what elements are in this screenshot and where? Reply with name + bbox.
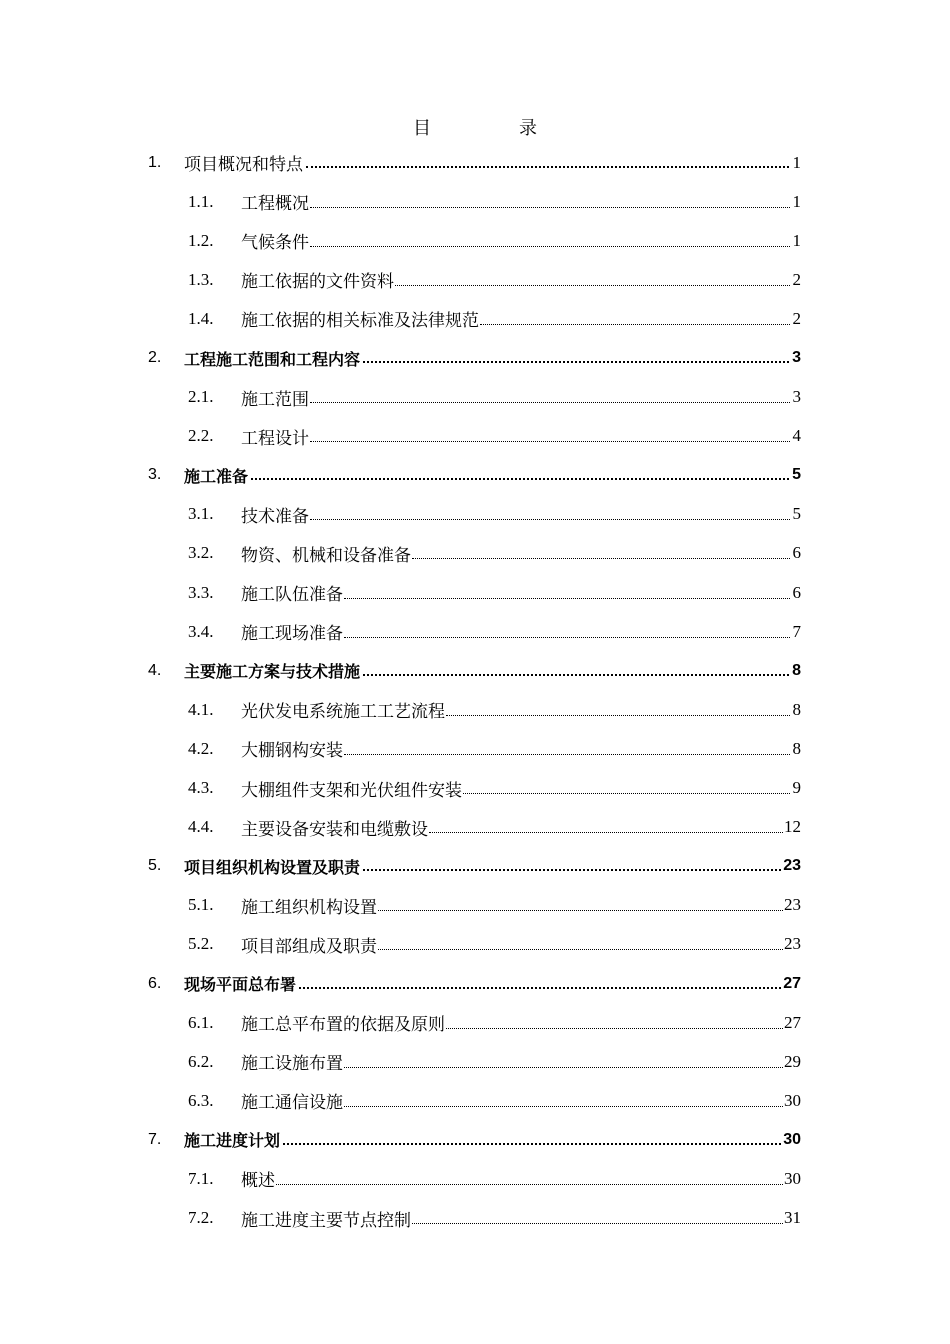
toc-entry-label: 主要设备安装和电缆敷设 <box>241 819 428 840</box>
toc-dot-leader <box>251 465 789 485</box>
toc-entry-subsection[interactable] <box>148 729 801 768</box>
toc-entry-section[interactable] <box>148 1120 801 1159</box>
toc-entry-subsection[interactable] <box>148 299 801 338</box>
toc-entry-subsection[interactable] <box>148 925 801 964</box>
toc-entry-page-number: 23 <box>784 895 801 915</box>
toc-entry-number: 6.1. <box>188 1012 214 1032</box>
toc-entry-page-number: 30 <box>784 1168 801 1188</box>
toc-entry-section[interactable] <box>148 338 801 377</box>
toc-entry-label: 项目组织机构设置及职责 <box>184 857 361 877</box>
toc-entry-page-number: 3 <box>792 349 801 367</box>
toc-entry-page-number: 8 <box>792 661 801 679</box>
toc-entry-subsection[interactable] <box>148 1159 801 1198</box>
toc-entry-number: 5.1. <box>188 895 214 915</box>
toc-entry-subsection[interactable] <box>148 1042 801 1081</box>
toc-entry-subsection[interactable] <box>148 1199 801 1238</box>
toc-entry-page-number: 30 <box>784 1090 801 1110</box>
toc-entry-label: 施工准备 <box>184 466 249 486</box>
toc-entry-page-number: 31 <box>784 1208 801 1228</box>
toc-entry-label: 施工进度主要节点控制 <box>241 1210 411 1231</box>
toc-entry-page-number: 8 <box>792 738 801 758</box>
toc-entry-subsection[interactable] <box>148 378 801 417</box>
toc-dot-leader <box>446 1013 783 1033</box>
toc-entry-subsection[interactable] <box>148 260 801 299</box>
toc-entry-label: 施工依据的相关标准及法律规范 <box>241 311 479 332</box>
toc-entry-label: 施工依据的文件资料 <box>241 272 394 293</box>
toc-dot-leader <box>310 192 790 212</box>
toc-entry-page-number: 30 <box>783 1130 801 1148</box>
toc-dot-leader <box>378 934 783 954</box>
toc-dot-leader <box>363 856 781 876</box>
toc-entry-page-number: 2 <box>792 308 801 328</box>
toc-dot-leader <box>310 504 790 524</box>
toc-dot-leader <box>429 817 783 837</box>
toc-entry-label: 项目概况和特点 <box>184 155 303 176</box>
toc-entry-page-number: 6 <box>792 543 801 563</box>
toc-dot-leader <box>446 700 790 720</box>
toc-entry-number: 2.1. <box>188 387 214 407</box>
toc-entry-page-number: 29 <box>784 1051 801 1071</box>
toc-entry-label: 施工设施布置 <box>241 1054 343 1075</box>
toc-entry-subsection[interactable] <box>148 573 801 612</box>
toc-dot-leader <box>283 1130 781 1150</box>
toc-entry-page-number: 23 <box>784 934 801 954</box>
toc-entry-number: 3.2. <box>188 543 214 563</box>
toc-entry-section[interactable] <box>148 964 801 1003</box>
toc-entry-number: 3.1. <box>188 504 214 524</box>
toc-entry-label: 工程施工范围和工程内容 <box>184 349 361 369</box>
toc-entry-number: 6. <box>148 974 162 992</box>
toc-title-left: 目 <box>413 118 431 139</box>
toc-entry-number: 2. <box>148 349 162 367</box>
toc-dot-leader <box>363 348 789 368</box>
toc-entry-subsection[interactable] <box>148 769 801 808</box>
toc-dot-leader <box>463 778 790 798</box>
toc-entry-page-number: 8 <box>792 699 801 719</box>
toc-entry-subsection[interactable] <box>148 612 801 651</box>
toc-dot-leader <box>299 974 781 994</box>
toc-entry-label: 工程概况 <box>241 194 309 215</box>
toc-dot-leader <box>412 543 790 563</box>
toc-dot-leader <box>310 426 790 446</box>
toc-entry-page-number: 5 <box>792 504 801 524</box>
toc-entry-number: 4.1. <box>188 699 214 719</box>
toc-entry-label: 施工总平布置的依据及原则 <box>241 1015 445 1036</box>
toc-entry-number: 7.1. <box>188 1168 214 1188</box>
toc-entry-number: 1.2. <box>188 230 214 250</box>
toc-entry-subsection[interactable] <box>148 886 801 925</box>
toc-entry-label: 气候条件 <box>241 233 309 254</box>
toc-entry-label: 工程设计 <box>241 428 309 449</box>
toc-dot-leader <box>363 661 789 681</box>
toc-entry-label: 物资、机械和设备准备 <box>241 545 411 566</box>
toc-dot-leader <box>344 739 790 759</box>
toc-entry-section[interactable] <box>148 847 801 886</box>
toc-entry-subsection[interactable] <box>148 1003 801 1042</box>
toc-dot-leader <box>412 1208 783 1228</box>
toc-entry-number: 4. <box>148 661 162 679</box>
toc-entry-subsection[interactable] <box>148 534 801 573</box>
toc-entry-number: 2.2. <box>188 426 214 446</box>
toc-title-right: 录 <box>519 118 537 139</box>
toc-entry-subsection[interactable] <box>148 417 801 456</box>
toc-dot-leader <box>344 622 790 642</box>
toc-entry-number: 4.4. <box>188 817 214 837</box>
toc-entry-section[interactable] <box>148 456 801 495</box>
toc-entry-label: 施工队伍准备 <box>241 585 343 606</box>
toc-entry-number: 1. <box>148 153 162 171</box>
toc-dot-leader <box>344 1091 783 1111</box>
toc-title <box>0 114 950 140</box>
toc-entry-label: 项目部组成及职责 <box>241 936 377 957</box>
toc-entry-page-number: 6 <box>792 582 801 602</box>
toc-entry-label: 施工通信设施 <box>241 1093 343 1114</box>
toc-entry-label: 施工现场准备 <box>241 624 343 645</box>
toc-entry-number: 3.3. <box>188 582 214 602</box>
toc-entry-label: 光伏发电系统施工工艺流程 <box>241 702 445 723</box>
toc-entry-number: 7. <box>148 1130 162 1148</box>
toc-entry-label: 施工组织机构设置 <box>241 897 377 918</box>
toc-entry-subsection[interactable] <box>148 1081 801 1120</box>
toc-entry-number: 7.2. <box>188 1208 214 1228</box>
toc-entry-page-number: 5 <box>792 466 801 484</box>
toc-entry-subsection[interactable] <box>148 690 801 729</box>
toc-dot-leader <box>480 309 790 329</box>
toc-entry-page-number: 27 <box>783 974 801 992</box>
toc-entry-page-number: 4 <box>792 426 801 446</box>
toc-entry-page-number: 1 <box>792 191 801 211</box>
toc-dot-leader <box>344 583 790 603</box>
toc-entry-page-number: 1 <box>792 230 801 250</box>
toc-entry-subsection[interactable] <box>148 221 801 260</box>
table-of-contents <box>148 143 801 1238</box>
toc-entry-number: 1.3. <box>188 269 214 289</box>
toc-entry-label: 主要施工方案与技术措施 <box>184 662 361 682</box>
toc-dot-leader <box>276 1169 783 1189</box>
toc-entry-page-number: 2 <box>792 269 801 289</box>
toc-entry-number: 6.2. <box>188 1051 214 1071</box>
toc-dot-leader <box>310 387 790 407</box>
toc-entry-number: 1.1. <box>188 191 214 211</box>
toc-entry-label: 施工进度计划 <box>184 1131 281 1151</box>
toc-entry-subsection[interactable] <box>148 182 801 221</box>
toc-entry-number: 3.4. <box>188 621 214 641</box>
toc-entry-section[interactable] <box>148 143 801 182</box>
toc-entry-label: 大棚组件支架和光伏组件安装 <box>241 780 462 801</box>
toc-entry-page-number: 7 <box>792 621 801 641</box>
toc-entry-subsection[interactable] <box>148 495 801 534</box>
toc-entry-number: 4.2. <box>188 738 214 758</box>
toc-entry-label: 施工范围 <box>241 389 309 410</box>
toc-entry-number: 3. <box>148 466 162 484</box>
toc-entry-page-number: 23 <box>783 857 801 875</box>
toc-entry-page-number: 9 <box>792 778 801 798</box>
toc-dot-leader <box>378 895 783 915</box>
toc-entry-label: 大棚钢构安装 <box>241 741 343 762</box>
toc-entry-number: 4.3. <box>188 778 214 798</box>
toc-entry-page-number: 12 <box>784 817 801 837</box>
toc-entry-number: 5. <box>148 857 162 875</box>
toc-entry-label: 现场平面总布署 <box>184 975 297 995</box>
toc-entry-subsection[interactable] <box>148 808 801 847</box>
toc-dot-leader <box>395 270 790 290</box>
toc-entry-number: 6.3. <box>188 1090 214 1110</box>
toc-entry-number: 1.4. <box>188 308 214 328</box>
toc-dot-leader <box>306 153 789 173</box>
toc-entry-label: 概述 <box>241 1171 275 1192</box>
toc-entry-page-number: 3 <box>792 387 801 407</box>
toc-entry-label: 技术准备 <box>241 506 309 527</box>
toc-entry-page-number: 1 <box>792 152 801 172</box>
toc-entry-page-number: 27 <box>784 1012 801 1032</box>
toc-entry-section[interactable] <box>148 651 801 690</box>
toc-dot-leader <box>344 1052 783 1072</box>
toc-dot-leader <box>310 231 790 251</box>
toc-entry-number: 5.2. <box>188 934 214 954</box>
